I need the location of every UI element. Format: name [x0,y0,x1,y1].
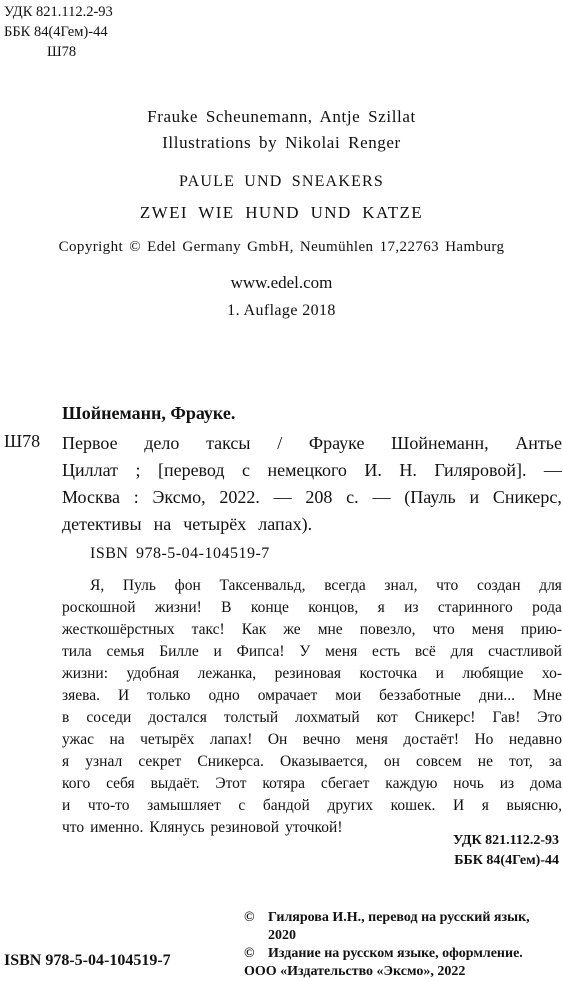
annotation-line: тила семья Билле и Фипса! У меня есть всё для счастливой [62,643,562,660]
annotation-line: ужас на четырёх лапах! Он вечно меня достаёт! Но недавно [62,731,562,748]
annotation-line: в соседи достался толстый лохматый кот Сникерс! Гав! Это [62,709,562,726]
biblio-line: Москва : Эксмо, 2022. — 208 с. — (Пауль и Сникерс, [62,487,562,507]
right-bbk-code: ББК 84(4Гем)-44 [454,853,559,868]
bbk-code: ББК 84(4Гем)-44 [4,24,108,40]
biblio-heading: Шойнеманн, Фрауке. [62,403,236,423]
foreign-copyright: Copyright © Edel Germany GmbH, Neumühlen 17,22763 Hamburg [58,239,505,255]
copyright-entry: © Гилярова И.Н., перевод на русский язык, 2020 [244,910,530,943]
annotation-line: жизни: удобная лежанка, резиновая косточка и любящие хо- [62,665,562,682]
annotation [62,575,562,839]
classification-codes [4,2,113,62]
udk-code: УДК 821.112.2-93 [4,4,113,20]
annotation-line: зяева. И только одно омрачает мои беззаботные дни... Мне [62,687,562,704]
copyright-entry: © Издание на русском языке, оформление. ООО «Издательство «Эксмо», 2022 [244,946,523,979]
foreign-website: www.edel.com [230,273,333,292]
annotation-line: кого себя выдаёт. Этот котяра сбегает каждую ночь из дома [62,775,562,792]
foreign-illustrations: Illustrations by Nikolai Renger [162,133,401,152]
foreign-authors: Frauke Scheunemann, Antje Szillat [147,107,416,126]
biblio-record [62,430,562,538]
isbn-line: ISBN 978-5-04-104519-7 [90,545,270,562]
annotation-line: я узнал секрет Сникерса. Оказывается, он совсем не тот, за [62,753,562,770]
annotation-line: жесткошёрстных такс! Как же мне повезло, что меня прию- [62,621,562,638]
annotation-line: и что-то замышляет с бандой других кошек. И я выясню, [62,797,562,814]
annotation-line: Я, Пуль фон Таксенвальд, всегда знал, что создан для [90,577,562,594]
copyright-symbol: © [244,946,255,961]
biblio-line: Циллат ; [перевод с немецкого И. Н. Гиляровой]. — [62,460,562,480]
right-udk-code: УДК 821.112.2-93 [452,833,559,848]
copyright-symbol: © [244,910,255,925]
right-codes [453,831,559,871]
biblio-line: детективы на четырёх лапах). [62,514,313,534]
annotation-line: что именно. Клянусь резиновой уточкой! [62,819,343,836]
foreign-title: ZWEI WIE HUND UND KATZE [139,203,424,222]
biblio-line: Первое дело таксы / Фрауке Шойнеманн, Антье [62,433,562,453]
foreign-edition: 1. Auflage 2018 [227,302,336,319]
author-mark: Ш78 [47,44,77,60]
copyright-block [244,909,562,981]
biblio-mark: Ш78 [4,431,41,451]
isbn-bottom: ISBN 978-5-04-104519-7 [4,952,171,969]
foreign-series: PAULE UND SNEAKERS [178,173,385,190]
annotation-line: роскошной жизни! В конце концов, я из старинного рода [62,599,562,616]
